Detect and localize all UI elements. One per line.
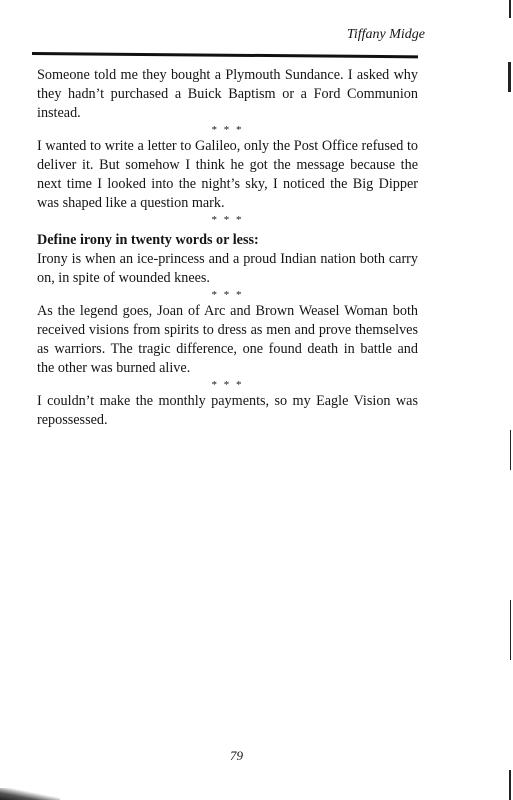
section-separator: * * * bbox=[211, 289, 244, 301]
section-separator: * * * bbox=[211, 214, 244, 226]
paragraph-galileo: I wanted to write a letter to Galileo, only the Post Office refused to deliver it. But somehow I think he got the message because the next time I looked into the night’s sky, I noticed the Big Dipper was shaped like a question mark. bbox=[37, 138, 418, 211]
section-heading: Define irony in twenty words or less: bbox=[37, 232, 259, 248]
scan-corner-shadow bbox=[0, 788, 60, 800]
header-rule bbox=[32, 52, 418, 58]
scan-edge-mark bbox=[509, 770, 511, 800]
paragraph-eagle-vision: I couldn’t make the monthly payments, so my Eagle Vision was repossessed. bbox=[37, 393, 418, 428]
paragraph-irony: Irony is when an ice-princess and a proud Indian nation both carry on, in spite of wounded knees. bbox=[37, 251, 418, 286]
paragraph-plymouth: Someone told me they bought a Plymouth Sundance. I asked why they hadn’t purchased a Buick Baptism or a Ford Communion instead. bbox=[37, 67, 418, 121]
scan-edge-mark bbox=[510, 600, 511, 660]
page-body bbox=[37, 66, 418, 430]
scan-edge-mark bbox=[509, 0, 511, 18]
section-separator: * * * bbox=[211, 379, 244, 391]
paragraph-joan-of-arc: As the legend goes, Joan of Arc and Brown Weasel Woman both received visions from spirits to dress as men and prove themselves as warriors. The tragic difference, one found death in battle and the other was burned alive. bbox=[37, 303, 418, 376]
scan-edge-mark bbox=[510, 430, 511, 470]
section-separator: * * * bbox=[211, 124, 244, 136]
page-number: 79 bbox=[230, 748, 243, 763]
running-head-author: Tiffany Midge bbox=[346, 27, 425, 42]
scan-edge-mark bbox=[508, 62, 511, 92]
